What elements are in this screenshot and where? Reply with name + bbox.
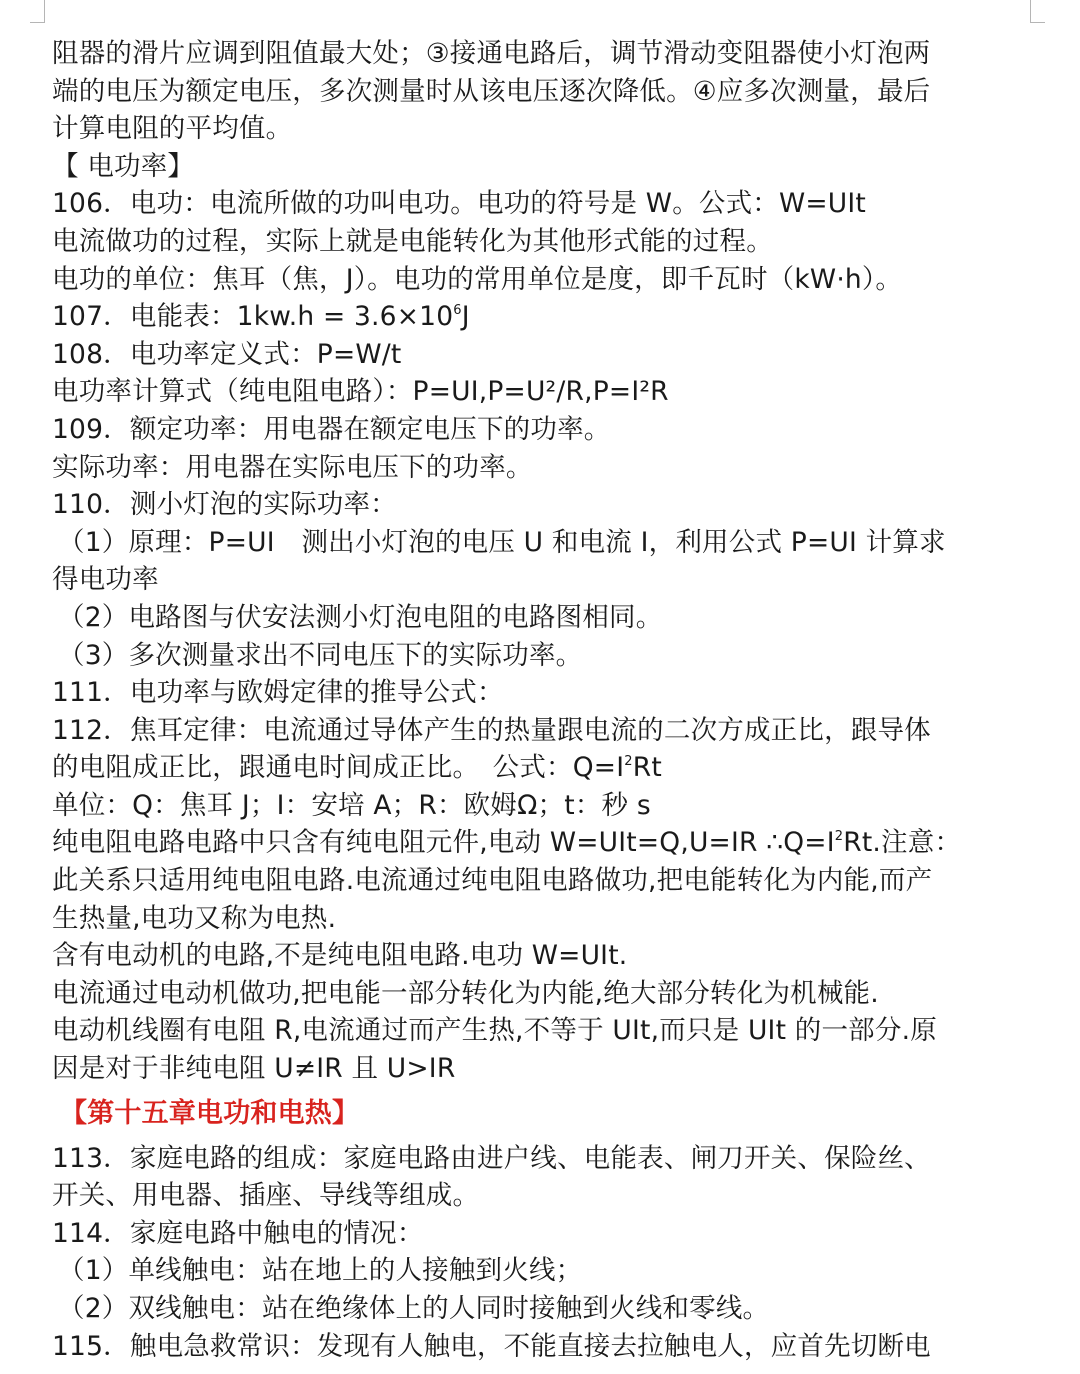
page-corner-mark-left <box>30 0 45 23</box>
text-segment: 的电阻成正比，跟通电时间成正比。 公式：Q=I <box>52 752 625 784</box>
text-line: 电动机线圈有电阻 R,电流通过而产生热,不等于 UIt,而只是 UIt 的一部分.原 <box>52 1015 937 1047</box>
text-line: 开关、用电器、插座、导线等组成。 <box>52 1180 480 1212</box>
superscript: 2 <box>834 829 844 845</box>
text-line <box>52 298 1042 336</box>
text-line: 此关系只适用纯电阻电路.电流通过纯电阻电路做功,把电能转化为内能,而产 <box>52 865 933 897</box>
text-line: 电功率计算式（纯电阻电路）：P=UI,P=U²/R,P=I²R <box>52 376 669 408</box>
text-segment: 107．电能表：1kw.h = 3.6×10 <box>52 301 454 333</box>
section-heading: 【第十五章电功和电热】 <box>60 1097 360 1129</box>
text-line: 计算电阻的平均值。 <box>52 113 293 145</box>
text-line: 生热量,电功又称为电热. <box>52 902 337 934</box>
text-line: 含有电动机的电路,不是纯电阻电路.电功 W=UIt. <box>52 940 628 972</box>
text-line: 单位：Q：焦耳 J；I：安培 A；R：欧姆Ω；t：秒 s <box>52 789 651 821</box>
text-line: 【 电功率】 <box>52 150 195 182</box>
text-line: 112．焦耳定律：电流通过导体产生的热量跟电流的二次方成正比，跟导体 <box>52 714 931 746</box>
text-segment: Rt.注意： <box>843 827 962 859</box>
text-line: （1）原理：P=UI 测出小灯泡的电压 U 和电流 I，利用公式 P=UI 计算求 <box>58 526 946 558</box>
text-line: 电功的单位：焦耳（焦，J）。电功的常用单位是度，即千瓦时（kW·h）。 <box>52 263 903 295</box>
text-line: 得电功率 <box>52 564 159 596</box>
text-line: 113．家庭电路的组成：家庭电路由进户线、电能表、闸刀开关、保险丝、 <box>52 1142 931 1174</box>
text-line: 109．额定功率：用电器在额定电压下的功率。 <box>52 413 611 445</box>
text-line: （2）双线触电：站在绝缘体上的人同时接触到火线和零线。 <box>58 1293 770 1324</box>
text-line: 115．触电急救常识：发现有人触电，不能直接去拉触电人，应首先切断电 <box>52 1330 931 1362</box>
text-line: 110．测小灯泡的实际功率： <box>52 489 397 521</box>
text-line: （2）电路图与伏安法测小灯泡电阻的电路图相同。 <box>58 601 663 633</box>
text-line: （3）多次测量求出不同电压下的实际功率。 <box>58 639 583 671</box>
document-body <box>52 35 1042 1365</box>
text-line: 阻器的滑片应调到阻值最大处；③接通电路后，调节滑动变阻器使小灯泡两 <box>52 38 931 69</box>
text-line: 端的电压为额定电压，多次测量时从该电压逐次降低。④应多次测量，最后 <box>52 75 931 107</box>
text-line: 106．电功：电流所做的功叫电功。电功的符号是 W。公式：W=UIt <box>52 188 867 220</box>
superscript: 6 <box>453 303 462 319</box>
text-line: 电流做功的过程，实际上就是电能转化为其他形式能的过程。 <box>52 225 773 257</box>
text-line: 114．家庭电路中触电的情况： <box>52 1217 424 1249</box>
text-line <box>52 824 1042 862</box>
text-line: 因是对于非纯电阻 U≠IR 且 U>IR <box>52 1053 456 1085</box>
text-segment: 纯电阻电路电路中只含有纯电阻元件,电动 W=UIt=Q,U=IR ∴Q=I <box>52 827 835 859</box>
text-line: 实际功率：用电器在实际电压下的功率。 <box>52 451 533 483</box>
text-line: （1）单线触电：站在地上的人接触到火线； <box>58 1255 583 1287</box>
text-segment: J <box>461 301 470 333</box>
superscript: 2 <box>624 754 633 770</box>
text-line <box>52 749 1042 787</box>
text-line: 111．电功率与欧姆定律的推导公式： <box>52 677 504 709</box>
text-segment: Rt <box>632 752 662 784</box>
text-line: 108．电功率定义式：P=W/t <box>52 338 402 370</box>
page-corner-mark-right <box>1030 0 1045 23</box>
text-line: 电流通过电动机做功,把电能一部分转化为内能,绝大部分转化为机械能. <box>52 977 879 1009</box>
